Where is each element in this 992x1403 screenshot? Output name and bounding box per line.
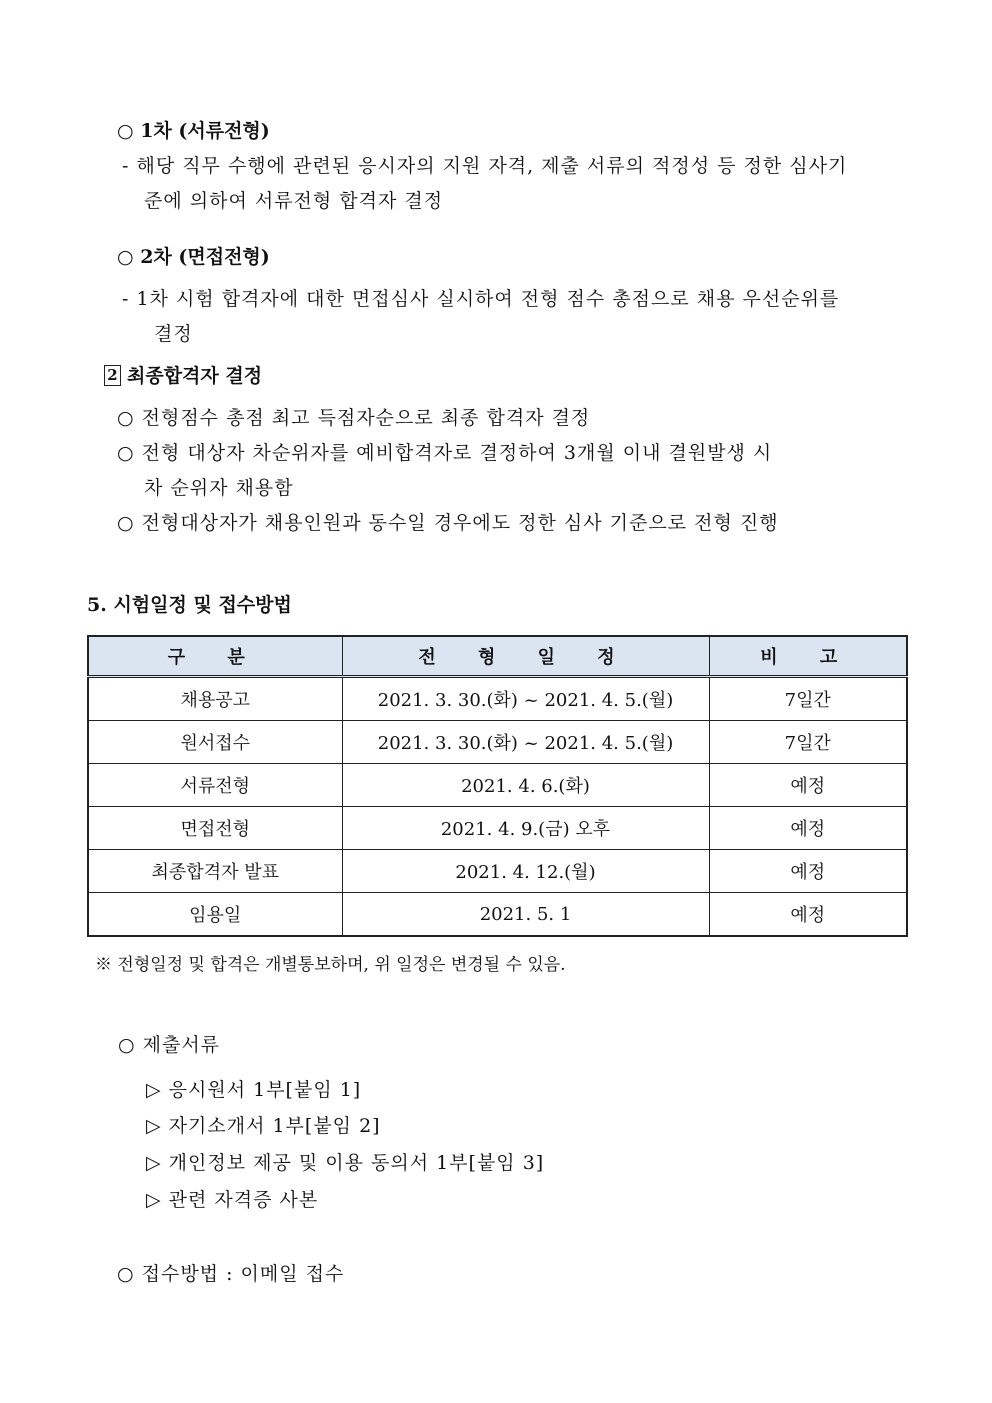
header-remarks: 비 고 (709, 636, 907, 677)
row-remark: 예정 (709, 850, 907, 893)
row-category: 임용일 (88, 893, 342, 937)
header-category: 구 분 (88, 636, 342, 677)
table-row (88, 807, 907, 850)
row-category: 면접전형 (88, 807, 342, 850)
schedule-note: ※ 전형일정 및 합격은 개별통보하며, 위 일정은 변경될 수 있음. (95, 955, 566, 975)
row-date: 2021. 3. 30.(화) ~ 2021. 4. 5.(월) (342, 721, 709, 764)
section-number-box: 2 (104, 365, 121, 386)
table-row (88, 677, 907, 721)
document-item: ▷ 개인정보 제공 및 이용 동의서 1부[붙임 3] (146, 1152, 545, 1174)
table-row (88, 721, 907, 764)
row-remark: 예정 (709, 893, 907, 937)
stage1-desc-line1: - 해당 직무 수행에 관련된 응시자의 지원 자격, 제출 서류의 적정성 등 정한 심사기 (122, 155, 848, 177)
final-item-3: ○ 전형대상자가 채용인원과 동수일 경우에도 정한 심사 기준으로 전형 진행 (117, 512, 779, 534)
document-item: ▷ 응시원서 1부[붙임 1] (146, 1079, 362, 1101)
final-heading: 최종합격자 결정 (127, 365, 263, 387)
schedule-table (87, 635, 908, 937)
section5-title: 5. 시험일정 및 접수방법 (87, 594, 292, 616)
final-item-2a: ○ 전형 대상자 차순위자를 예비합격자로 결정하여 3개월 이내 결원발생 시 (117, 442, 773, 464)
row-remark: 예정 (709, 764, 907, 807)
submission-method: ○ 접수방법 : 이메일 접수 (117, 1263, 345, 1285)
table-row (88, 850, 907, 893)
final-item-1: ○ 전형점수 총점 최고 득점자순으로 최종 합격자 결정 (117, 407, 591, 429)
document-item: ▷ 관련 자격증 사본 (146, 1189, 319, 1211)
stage1-heading: ○ 1차 (서류전형) (117, 120, 270, 142)
final-heading-row (104, 361, 262, 388)
row-remark: 7일간 (709, 677, 907, 721)
row-date: 2021. 3. 30.(화) ~ 2021. 4. 5.(월) (342, 677, 709, 721)
row-category: 서류전형 (88, 764, 342, 807)
row-date: 2021. 4. 6.(화) (342, 764, 709, 807)
final-item-2b: 차 순위자 채용함 (144, 477, 294, 499)
stage2-desc-line2: 결정 (154, 323, 193, 345)
row-category: 원서접수 (88, 721, 342, 764)
row-remark: 7일간 (709, 721, 907, 764)
row-date: 2021. 5. 1 (342, 893, 709, 937)
table-header-row (88, 636, 907, 677)
row-remark: 예정 (709, 807, 907, 850)
row-category: 최종합격자 발표 (88, 850, 342, 893)
row-date: 2021. 4. 9.(금) 오후 (342, 807, 709, 850)
stage2-heading: ○ 2차 (면접전형) (117, 246, 270, 268)
stage1-desc-line2: 준에 의하여 서류전형 합격자 결정 (144, 190, 444, 212)
documents-heading: ○ 제출서류 (118, 1034, 221, 1056)
table-row (88, 764, 907, 807)
stage2-desc-line1: - 1차 시험 합격자에 대한 면접심사 실시하여 전형 점수 총점으로 채용 우선순위를 (122, 288, 840, 310)
row-category: 채용공고 (88, 677, 342, 721)
header-schedule: 전 형 일 정 (342, 636, 709, 677)
row-date: 2021. 4. 12.(월) (342, 850, 709, 893)
document-item: ▷ 자기소개서 1부[붙임 2] (146, 1115, 381, 1137)
table-row (88, 893, 907, 937)
